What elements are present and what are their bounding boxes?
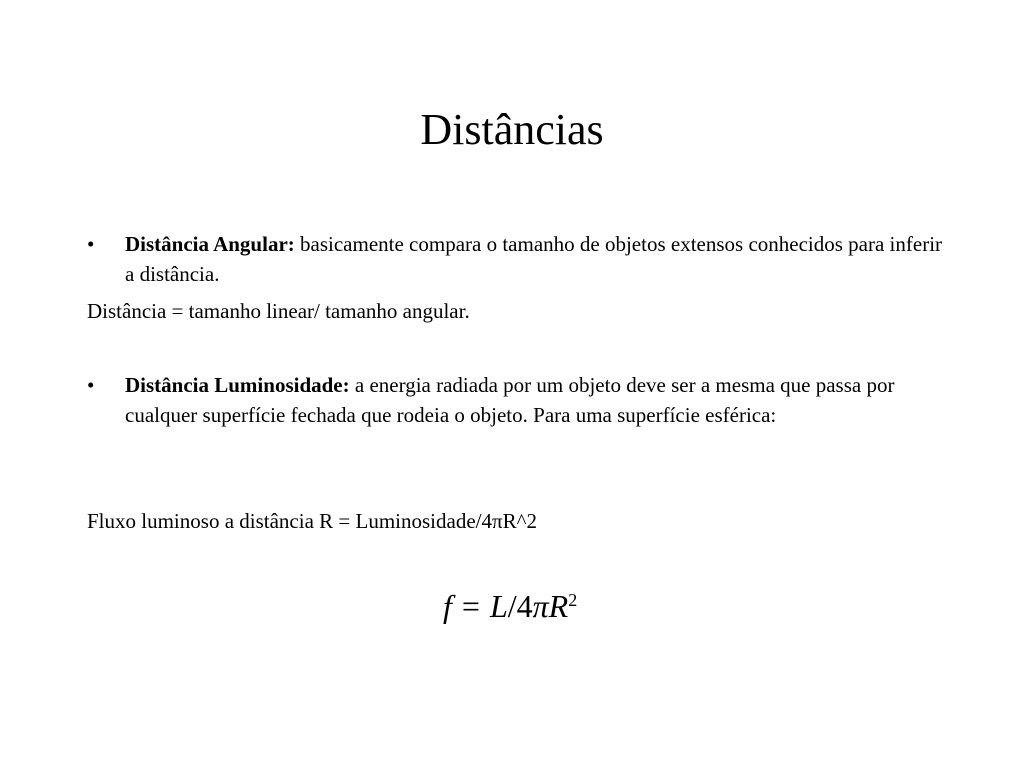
bullet-text — [125, 229, 955, 289]
formula-pi: π — [532, 588, 549, 624]
formula-R: R — [548, 588, 569, 624]
bullet-text — [125, 370, 955, 430]
bullet-angular-distance — [87, 229, 967, 289]
formula-exponent: 2 — [568, 590, 578, 610]
flux-formula — [443, 586, 577, 626]
bullet-luminosity-distance — [87, 370, 967, 460]
angular-distance-equation: Distância = tamanho linear/ tamanho angular. — [87, 299, 470, 323]
slide-title: Distâncias — [420, 105, 604, 154]
formula-slash: / — [507, 588, 517, 624]
bullet-glyph: • — [87, 232, 95, 256]
luminous-flux-line: Fluxo luminoso a distância R = Luminosidade/4πR^2 — [87, 509, 537, 533]
bullet-body: a energia radiada por um objeto deve ser a mesma que passa por cualquer superfície fechada que rodeia o objeto. Para uma superfície esférica: — [125, 373, 895, 427]
formula-equals: = — [461, 588, 480, 624]
bullet-heading: Distância Luminosidade: — [125, 373, 350, 397]
bullet-heading: Distância Angular: — [125, 232, 295, 256]
formula-four: 4 — [516, 588, 533, 624]
bullet-body: basicamente compara o tamanho de objetos extensos conhecidos para inferir a distância. — [125, 232, 943, 286]
bullet-glyph: • — [87, 373, 95, 397]
formula-L: L — [489, 588, 508, 624]
formula-f: f — [443, 588, 452, 624]
